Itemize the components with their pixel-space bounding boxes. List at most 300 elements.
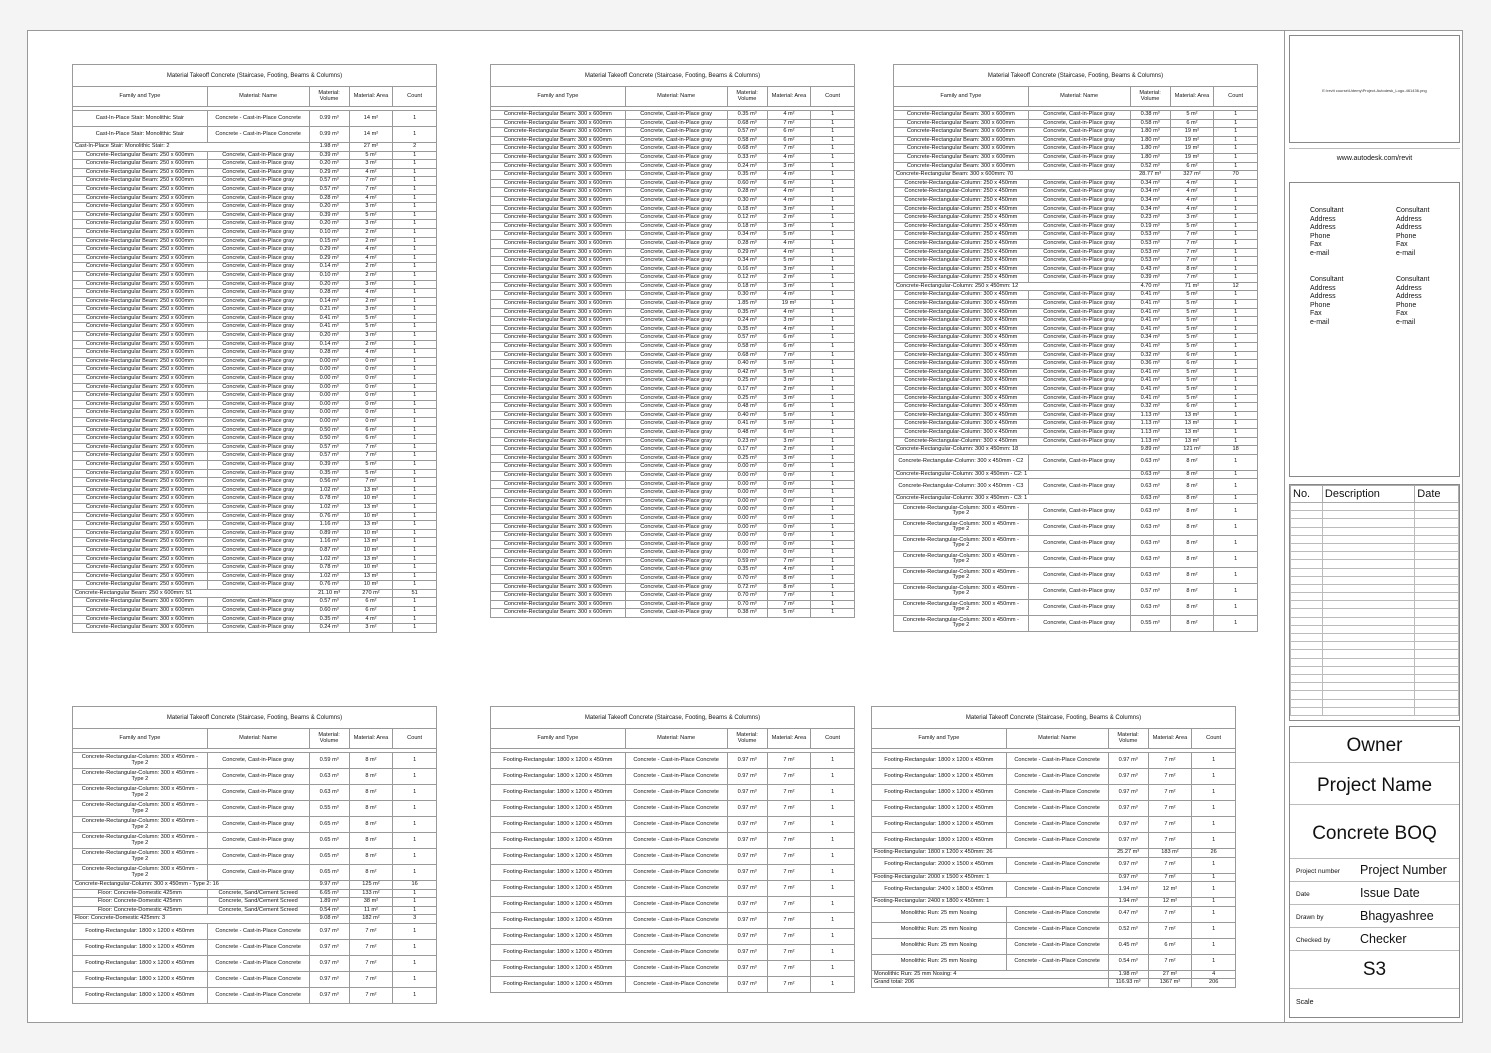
material-cell: Concrete, Cast-in-Place gray xyxy=(1028,386,1130,395)
material-cell: Concrete, Sand/Cement Screed xyxy=(207,898,309,907)
volume-cell: 0.25 m³ xyxy=(727,377,767,386)
area-cell: 8 m² xyxy=(1170,535,1214,551)
material-cell: Concrete, Cast-in-Place gray xyxy=(625,153,727,162)
family-type-cell: Concrete-Rectangular-Column: 300 x 450mm - Type 2 xyxy=(73,801,208,817)
family-type-cell: Concrete-Rectangular Beam: 300 x 600mm xyxy=(491,257,626,266)
consultant-line: Fax xyxy=(1310,310,1322,318)
material-cell: Concrete, Cast-in-Place gray xyxy=(1028,519,1130,535)
volume-cell: 0.39 m³ xyxy=(309,460,349,469)
volume-cell: 0.97 m³ xyxy=(309,955,349,971)
family-type-cell: Concrete-Rectangular-Column: 300 x 450mm - Type 2 xyxy=(73,849,208,865)
count-cell: 1 xyxy=(1214,136,1258,145)
volume-cell: 0.63 m³ xyxy=(1130,479,1170,495)
area-cell: 4 m² xyxy=(349,254,393,263)
family-type-cell: Concrete-Rectangular Beam: 250 x 600mm xyxy=(73,538,208,547)
area-cell: 3 m² xyxy=(767,377,811,386)
area-cell: 7 m² xyxy=(1148,857,1192,873)
material-cell: Concrete, Cast-in-Place gray xyxy=(1028,503,1130,519)
volume-cell: 0.12 m³ xyxy=(727,274,767,283)
volume-cell: 0.63 m³ xyxy=(1130,470,1170,479)
material-cell: Concrete, Sand/Cement Screed xyxy=(207,906,309,915)
volume-cell: 1.02 m³ xyxy=(309,503,349,512)
material-cell: Concrete, Cast-in-Place gray xyxy=(207,246,309,255)
count-cell: 26 xyxy=(1192,849,1236,858)
count-cell: 1 xyxy=(811,480,855,489)
subtotal-row xyxy=(73,143,437,152)
area-cell: 7 m² xyxy=(1148,785,1192,801)
area-cell: 0 m² xyxy=(349,357,393,366)
volume-cell: 6.65 m³ xyxy=(309,889,349,898)
consultant-line: e-mail xyxy=(1396,249,1416,257)
column-header: Material: Area xyxy=(1170,87,1214,107)
consultant-group xyxy=(1310,207,1343,259)
area-cell: 8 m² xyxy=(349,833,393,849)
family-type-cell: Concrete-Rectangular-Column: 300 x 450mm - Type 2 xyxy=(894,519,1029,535)
drawn-by-value: Bhagyashree xyxy=(1360,909,1434,923)
area-cell: 7 m² xyxy=(767,817,811,833)
material-cell: Concrete, Cast-in-Place gray xyxy=(625,600,727,609)
count-cell: 1 xyxy=(393,512,437,521)
family-type-cell: Footing-Rectangular: 1800 x 1200 x 450mm xyxy=(73,955,208,971)
volume-cell: 1.85 m³ xyxy=(727,300,767,309)
area-cell: 6 m² xyxy=(767,343,811,352)
subtotal-row xyxy=(872,979,1236,988)
volume-cell: 25.27 m³ xyxy=(1108,849,1148,858)
volume-cell: 0.57 m³ xyxy=(1130,583,1170,599)
area-cell: 0 m² xyxy=(767,514,811,523)
revision-row xyxy=(1291,634,1459,642)
material-cell: Concrete, Cast-in-Place gray xyxy=(207,409,309,418)
area-cell: 3 m² xyxy=(349,624,393,633)
material-cell: Concrete, Cast-in-Place gray xyxy=(207,228,309,237)
volume-cell: 0.41 m³ xyxy=(1130,343,1170,352)
volume-cell: 0.14 m³ xyxy=(309,297,349,306)
column-header: Count xyxy=(1214,87,1258,107)
count-cell: 1 xyxy=(1214,454,1258,470)
material-cell: Concrete, Cast-in-Place gray xyxy=(625,497,727,506)
table-row xyxy=(894,411,1258,420)
count-cell: 1 xyxy=(1214,394,1258,403)
volume-cell: 116.93 m³ xyxy=(1108,979,1148,988)
volume-cell: 4.70 m³ xyxy=(1130,282,1170,291)
volume-cell: 0.99 m³ xyxy=(309,111,349,127)
family-type-cell: Floor: Concrete-Domestic 425mm xyxy=(73,889,208,898)
count-cell: 1 xyxy=(811,523,855,532)
family-type-cell: Footing-Rectangular: 1800 x 1200 x 450mm xyxy=(491,897,626,913)
count-cell: 1 xyxy=(393,555,437,564)
area-cell: 3 m² xyxy=(767,205,811,214)
area-cell: 6 m² xyxy=(767,136,811,145)
material-cell: Concrete, Cast-in-Place gray xyxy=(1028,420,1130,429)
family-type-cell: Concrete-Rectangular Beam: 250 x 600mm xyxy=(73,409,208,418)
count-cell: 1 xyxy=(393,889,437,898)
count-cell: 1 xyxy=(393,469,437,478)
area-cell: 5 m² xyxy=(1170,394,1214,403)
count-cell: 1 xyxy=(811,961,855,977)
rev-date-header: Date xyxy=(1415,486,1459,503)
consultant-line: Phone xyxy=(1310,232,1331,240)
table-row xyxy=(73,581,437,590)
area-cell: 6 m² xyxy=(1170,351,1214,360)
material-cell: Concrete, Cast-in-Place gray xyxy=(207,469,309,478)
volume-cell: 0.52 m³ xyxy=(1108,922,1148,938)
volume-cell: 0.00 m³ xyxy=(309,357,349,366)
volume-cell: 0.29 m³ xyxy=(309,254,349,263)
area-cell: 7 m² xyxy=(767,592,811,601)
count-cell: 1 xyxy=(1214,308,1258,317)
count-cell: 1 xyxy=(811,248,855,257)
volume-cell: 0.97 m³ xyxy=(1108,753,1148,769)
count-cell: 1 xyxy=(1214,599,1258,615)
material-cell: Concrete, Cast-in-Place gray xyxy=(1028,188,1130,197)
area-cell: 19 m² xyxy=(1170,128,1214,137)
volume-cell: 0.97 m³ xyxy=(727,913,767,929)
family-type-cell: Concrete-Rectangular Beam: 250 x 600mm xyxy=(73,460,208,469)
volume-cell: 0.89 m³ xyxy=(309,529,349,538)
material-cell: Concrete, Cast-in-Place gray xyxy=(625,119,727,128)
area-cell: 0 m² xyxy=(767,471,811,480)
count-cell: 1 xyxy=(393,357,437,366)
material-cell: Concrete, Cast-in-Place gray xyxy=(1028,325,1130,334)
material-cell: Concrete - Cast-in-Place Concrete xyxy=(1006,801,1108,817)
volume-cell: 0.34 m³ xyxy=(1130,196,1170,205)
consultant-line: Phone xyxy=(1310,301,1331,309)
material-cell: Concrete, Cast-in-Place gray xyxy=(625,386,727,395)
area-cell: 7 m² xyxy=(349,452,393,461)
schedule-table xyxy=(893,64,1258,632)
volume-cell: 0.29 m³ xyxy=(309,246,349,255)
area-cell: 2 m² xyxy=(349,228,393,237)
table-row xyxy=(491,865,855,881)
material-cell: Concrete, Cast-in-Place gray xyxy=(1028,128,1130,137)
volume-cell: 0.68 m³ xyxy=(727,119,767,128)
area-cell: 38 m² xyxy=(349,898,393,907)
area-cell: 10 m² xyxy=(349,581,393,590)
material-cell: Concrete, Cast-in-Place gray xyxy=(625,566,727,575)
material-cell: Concrete, Cast-in-Place gray xyxy=(207,340,309,349)
count-cell: 1 xyxy=(393,160,437,169)
area-cell: 13 m² xyxy=(349,555,393,564)
material-cell: Concrete, Cast-in-Place gray xyxy=(1028,368,1130,377)
family-type-cell: Concrete-Rectangular Beam: 300 x 600mm xyxy=(491,377,626,386)
count-cell: 1 xyxy=(811,454,855,463)
volume-cell: 0.45 m³ xyxy=(1108,938,1148,954)
count-cell: 1 xyxy=(811,497,855,506)
table-row xyxy=(73,495,437,504)
volume-cell: 1.13 m³ xyxy=(1130,437,1170,446)
material-cell: Concrete, Cast-in-Place gray xyxy=(1028,274,1130,283)
table-row xyxy=(73,801,437,817)
family-type-cell: Footing-Rectangular: 1800 x 1200 x 450mm xyxy=(872,833,1007,849)
count-cell: 1 xyxy=(393,849,437,865)
volume-cell: 21.10 m³ xyxy=(309,589,349,598)
column-header: Material: Volume xyxy=(309,87,349,107)
area-cell: 12 m² xyxy=(1148,898,1192,907)
table-row xyxy=(491,136,855,145)
area-cell: 4 m² xyxy=(767,308,811,317)
material-cell: Concrete - Cast-in-Place Concrete xyxy=(1006,753,1108,769)
table-row xyxy=(491,162,855,171)
volume-cell: 0.63 m³ xyxy=(1130,535,1170,551)
area-cell: 5 m² xyxy=(1170,222,1214,231)
count-cell: 1 xyxy=(393,478,437,487)
family-type-cell: Footing-Rectangular: 1800 x 1200 x 450mm xyxy=(73,971,208,987)
volume-cell: 0.41 m³ xyxy=(1130,377,1170,386)
consultant-line: Address xyxy=(1310,224,1336,232)
table-row xyxy=(491,403,855,412)
family-type-cell: Concrete-Rectangular Beam: 250 x 600mm xyxy=(73,271,208,280)
table-row xyxy=(73,160,437,169)
count-cell: 1 xyxy=(393,426,437,435)
volume-cell: 0.41 m³ xyxy=(1130,394,1170,403)
table-row xyxy=(491,377,855,386)
volume-cell: 0.41 m³ xyxy=(1130,291,1170,300)
material-cell: Concrete - Cast-in-Place Concrete xyxy=(207,923,309,939)
count-cell: 1 xyxy=(393,572,437,581)
count-cell: 1 xyxy=(811,257,855,266)
family-type-cell: Concrete-Rectangular Beam: 300 x 600mm xyxy=(491,566,626,575)
area-cell: 4 m² xyxy=(767,325,811,334)
table-row xyxy=(491,514,855,523)
table-row xyxy=(872,801,1236,817)
count-cell: 1 xyxy=(393,546,437,555)
count-cell: 1 xyxy=(811,833,855,849)
family-type-cell: Footing-Rectangular: 1800 x 1200 x 450mm xyxy=(872,817,1007,833)
column-header: Material: Name xyxy=(1028,87,1130,107)
table-row xyxy=(491,222,855,231)
volume-cell: 0.97 m³ xyxy=(727,945,767,961)
family-type-cell: Concrete-Rectangular Beam: 300 x 600mm xyxy=(491,274,626,283)
area-cell: 2 m² xyxy=(349,237,393,246)
area-cell: 4 m² xyxy=(767,153,811,162)
area-cell: 5 m² xyxy=(767,368,811,377)
revision-row xyxy=(1291,568,1459,576)
volume-cell: 0.97 m³ xyxy=(1108,833,1148,849)
table-row xyxy=(491,360,855,369)
material-cell: Concrete, Cast-in-Place gray xyxy=(207,314,309,323)
volume-cell: 0.36 m³ xyxy=(1130,360,1170,369)
count-cell: 1 xyxy=(1214,360,1258,369)
table-row xyxy=(872,922,1236,938)
count-cell: 1 xyxy=(811,428,855,437)
volume-cell: 0.50 m³ xyxy=(309,426,349,435)
volume-cell: 1.02 m³ xyxy=(309,572,349,581)
material-cell: Concrete, Cast-in-Place gray xyxy=(625,231,727,240)
table-row xyxy=(73,392,437,401)
volume-cell: 0.00 m³ xyxy=(727,506,767,515)
material-cell: Concrete, Cast-in-Place gray xyxy=(625,454,727,463)
volume-cell: 0.97 m³ xyxy=(1108,873,1148,882)
family-type-cell: Concrete-Rectangular-Column: 300 x 450mm xyxy=(894,420,1029,429)
subtotal-row xyxy=(872,970,1236,979)
count-cell: 1 xyxy=(1192,898,1236,907)
area-cell: 6 m² xyxy=(349,598,393,607)
table-row xyxy=(872,833,1236,849)
table-row xyxy=(491,785,855,801)
material-cell: Concrete, Cast-in-Place gray xyxy=(207,306,309,315)
table-row xyxy=(491,600,855,609)
volume-cell: 1.13 m³ xyxy=(1130,411,1170,420)
area-cell: 13 m² xyxy=(349,503,393,512)
volume-cell: 0.29 m³ xyxy=(727,248,767,257)
count-cell: 1 xyxy=(393,177,437,186)
material-cell: Concrete, Cast-in-Place gray xyxy=(1028,334,1130,343)
material-cell: Concrete, Cast-in-Place gray xyxy=(1028,343,1130,352)
table-row xyxy=(73,211,437,220)
family-type-cell: Footing-Rectangular: 1800 x 1200 x 450mm xyxy=(872,785,1007,801)
project-name-text: Project Name xyxy=(1290,763,1459,805)
area-cell: 7 m² xyxy=(1148,753,1192,769)
subtotal-row xyxy=(872,898,1236,907)
count-cell: 1 xyxy=(1214,119,1258,128)
family-type-cell: Concrete-Rectangular Beam: 250 x 600mm xyxy=(73,581,208,590)
table-row xyxy=(894,360,1258,369)
family-type-cell: Concrete-Rectangular Beam: 250 x 600mm xyxy=(73,314,208,323)
count-cell: 1 xyxy=(811,300,855,309)
table-row xyxy=(73,409,437,418)
table-row xyxy=(73,271,437,280)
family-type-cell: Footing-Rectangular: 1800 x 1200 x 450mm xyxy=(491,849,626,865)
material-cell: Concrete - Cast-in-Place Concrete xyxy=(1006,817,1108,833)
area-cell: 7 m² xyxy=(767,961,811,977)
table-row xyxy=(73,349,437,358)
count-cell: 1 xyxy=(811,317,855,326)
volume-cell: 0.65 m³ xyxy=(309,833,349,849)
table-row xyxy=(491,566,855,575)
area-cell: 8 m² xyxy=(349,865,393,881)
area-cell: 4 m² xyxy=(767,171,811,180)
table-row xyxy=(73,503,437,512)
checked-by-value: Checker xyxy=(1360,932,1407,946)
area-cell: 13 m² xyxy=(349,538,393,547)
material-cell: Concrete, Cast-in-Place gray xyxy=(625,145,727,154)
material-cell: Concrete, Cast-in-Place gray xyxy=(207,392,309,401)
family-type-cell: Footing-Rectangular: 1800 x 1200 x 450mm xyxy=(491,945,626,961)
family-type-cell: Footing-Rectangular: 1800 x 1200 x 450mm xyxy=(491,865,626,881)
revision-row xyxy=(1291,543,1459,551)
column-header: Family and Type xyxy=(491,87,626,107)
material-cell: Concrete, Cast-in-Place gray xyxy=(207,349,309,358)
volume-cell: 0.97 m³ xyxy=(309,939,349,955)
table-row xyxy=(491,145,855,154)
material-cell: Concrete, Cast-in-Place gray xyxy=(625,317,727,326)
count-cell: 1 xyxy=(1192,785,1236,801)
area-cell: 8 m² xyxy=(1170,567,1214,583)
count-cell: 1 xyxy=(393,168,437,177)
column-header: Material: Name xyxy=(207,87,309,107)
count-cell: 1 xyxy=(1214,583,1258,599)
volume-cell: 0.97 m³ xyxy=(727,753,767,769)
family-type-cell: Concrete-Rectangular Beam: 300 x 600mm xyxy=(491,532,626,541)
consultant-line: Consultant xyxy=(1396,207,1430,214)
volume-cell: 0.48 m³ xyxy=(727,428,767,437)
column-header: Family and Type xyxy=(894,87,1029,107)
count-cell: 1 xyxy=(1214,428,1258,437)
family-type-cell: Concrete-Rectangular Beam: 300 x 600mm xyxy=(491,368,626,377)
table-row xyxy=(491,549,855,558)
volume-cell: 0.53 m³ xyxy=(1130,231,1170,240)
table-row xyxy=(894,136,1258,145)
area-cell: 10 m² xyxy=(349,529,393,538)
volume-cell: 0.34 m³ xyxy=(727,231,767,240)
family-type-cell: Concrete-Rectangular Beam: 250 x 600mm xyxy=(73,366,208,375)
count-cell: 1 xyxy=(1214,403,1258,412)
area-cell: 8 m² xyxy=(349,785,393,801)
count-cell: 1 xyxy=(811,360,855,369)
family-type-cell: Footing-Rectangular: 1800 x 1200 x 450mm xyxy=(491,913,626,929)
count-cell: 1 xyxy=(811,471,855,480)
area-cell: 5 m² xyxy=(1170,368,1214,377)
subtotal-row xyxy=(73,915,437,924)
family-type-cell: Concrete-Rectangular-Column: 300 x 450mm xyxy=(894,308,1029,317)
count-cell: 1 xyxy=(1192,954,1236,970)
schedule-title: Material Takeoff Concrete (Staircase, Footing, Beams & Columns) xyxy=(894,65,1258,87)
area-cell: 0 m² xyxy=(767,540,811,549)
date-value: Issue Date xyxy=(1360,886,1420,900)
family-type-cell: Floor: Concrete-Domestic 425mm xyxy=(73,906,208,915)
count-cell: 1 xyxy=(393,366,437,375)
family-type-cell: Concrete-Rectangular Beam: 300 x 600mm xyxy=(73,624,208,633)
count-cell: 1 xyxy=(393,340,437,349)
material-cell: Concrete, Cast-in-Place gray xyxy=(625,489,727,498)
table-row xyxy=(73,572,437,581)
revision-row xyxy=(1291,609,1459,617)
family-type-cell: Concrete-Rectangular Beam: 300 x 600mm xyxy=(491,600,626,609)
volume-cell: 0.28 m³ xyxy=(309,349,349,358)
volume-cell: 0.00 m³ xyxy=(309,383,349,392)
revision-row xyxy=(1291,519,1459,527)
area-cell: 8 m² xyxy=(1170,454,1214,470)
family-type-cell: Concrete-Rectangular Beam: 250 x 600mm xyxy=(73,254,208,263)
family-type-cell: Concrete-Rectangular Beam: 300 x 600mm xyxy=(491,497,626,506)
material-cell: Concrete, Cast-in-Place gray xyxy=(625,214,727,223)
material-cell: Concrete, Cast-in-Place gray xyxy=(207,289,309,298)
volume-cell: 0.78 m³ xyxy=(309,564,349,573)
revision-row xyxy=(1291,527,1459,535)
area-cell: 3 m² xyxy=(767,437,811,446)
column-header: Family and Type xyxy=(872,729,1007,749)
count-cell: 1 xyxy=(811,282,855,291)
family-type-cell: Concrete-Rectangular Beam: 250 x 600mm xyxy=(73,392,208,401)
count-cell: 1 xyxy=(811,977,855,993)
volume-cell: 0.63 m³ xyxy=(1130,599,1170,615)
material-cell: Concrete, Cast-in-Place gray xyxy=(625,196,727,205)
material-cell: Concrete - Cast-in-Place Concrete xyxy=(1006,857,1108,873)
count-cell: 1 xyxy=(811,897,855,913)
family-type-cell: Concrete-Rectangular Beam: 250 x 600mm xyxy=(73,340,208,349)
family-type-cell: Concrete-Rectangular Beam: 300 x 600mm xyxy=(491,171,626,180)
material-cell: Concrete, Cast-in-Place gray xyxy=(207,357,309,366)
family-type-cell: Concrete-Rectangular Beam: 300 x 600mm xyxy=(491,549,626,558)
checked-by-row xyxy=(1290,928,1459,951)
table-row xyxy=(491,817,855,833)
family-type-cell: Concrete-Rectangular-Column: 300 x 450mm xyxy=(894,428,1029,437)
count-cell: 1 xyxy=(1192,833,1236,849)
table-row xyxy=(73,469,437,478)
volume-cell: 0.53 m³ xyxy=(1130,239,1170,248)
revision-table xyxy=(1289,484,1460,721)
volume-cell: 0.15 m³ xyxy=(309,237,349,246)
count-cell: 1 xyxy=(1214,334,1258,343)
table-row xyxy=(894,248,1258,257)
volume-cell: 1.80 m³ xyxy=(1130,136,1170,145)
table-row xyxy=(872,753,1236,769)
material-cell: Concrete, Cast-in-Place gray xyxy=(1028,248,1130,257)
material-cell: Concrete, Cast-in-Place gray xyxy=(625,222,727,231)
volume-cell: 0.68 m³ xyxy=(727,145,767,154)
count-cell: 1 xyxy=(393,521,437,530)
table-row xyxy=(894,179,1258,188)
